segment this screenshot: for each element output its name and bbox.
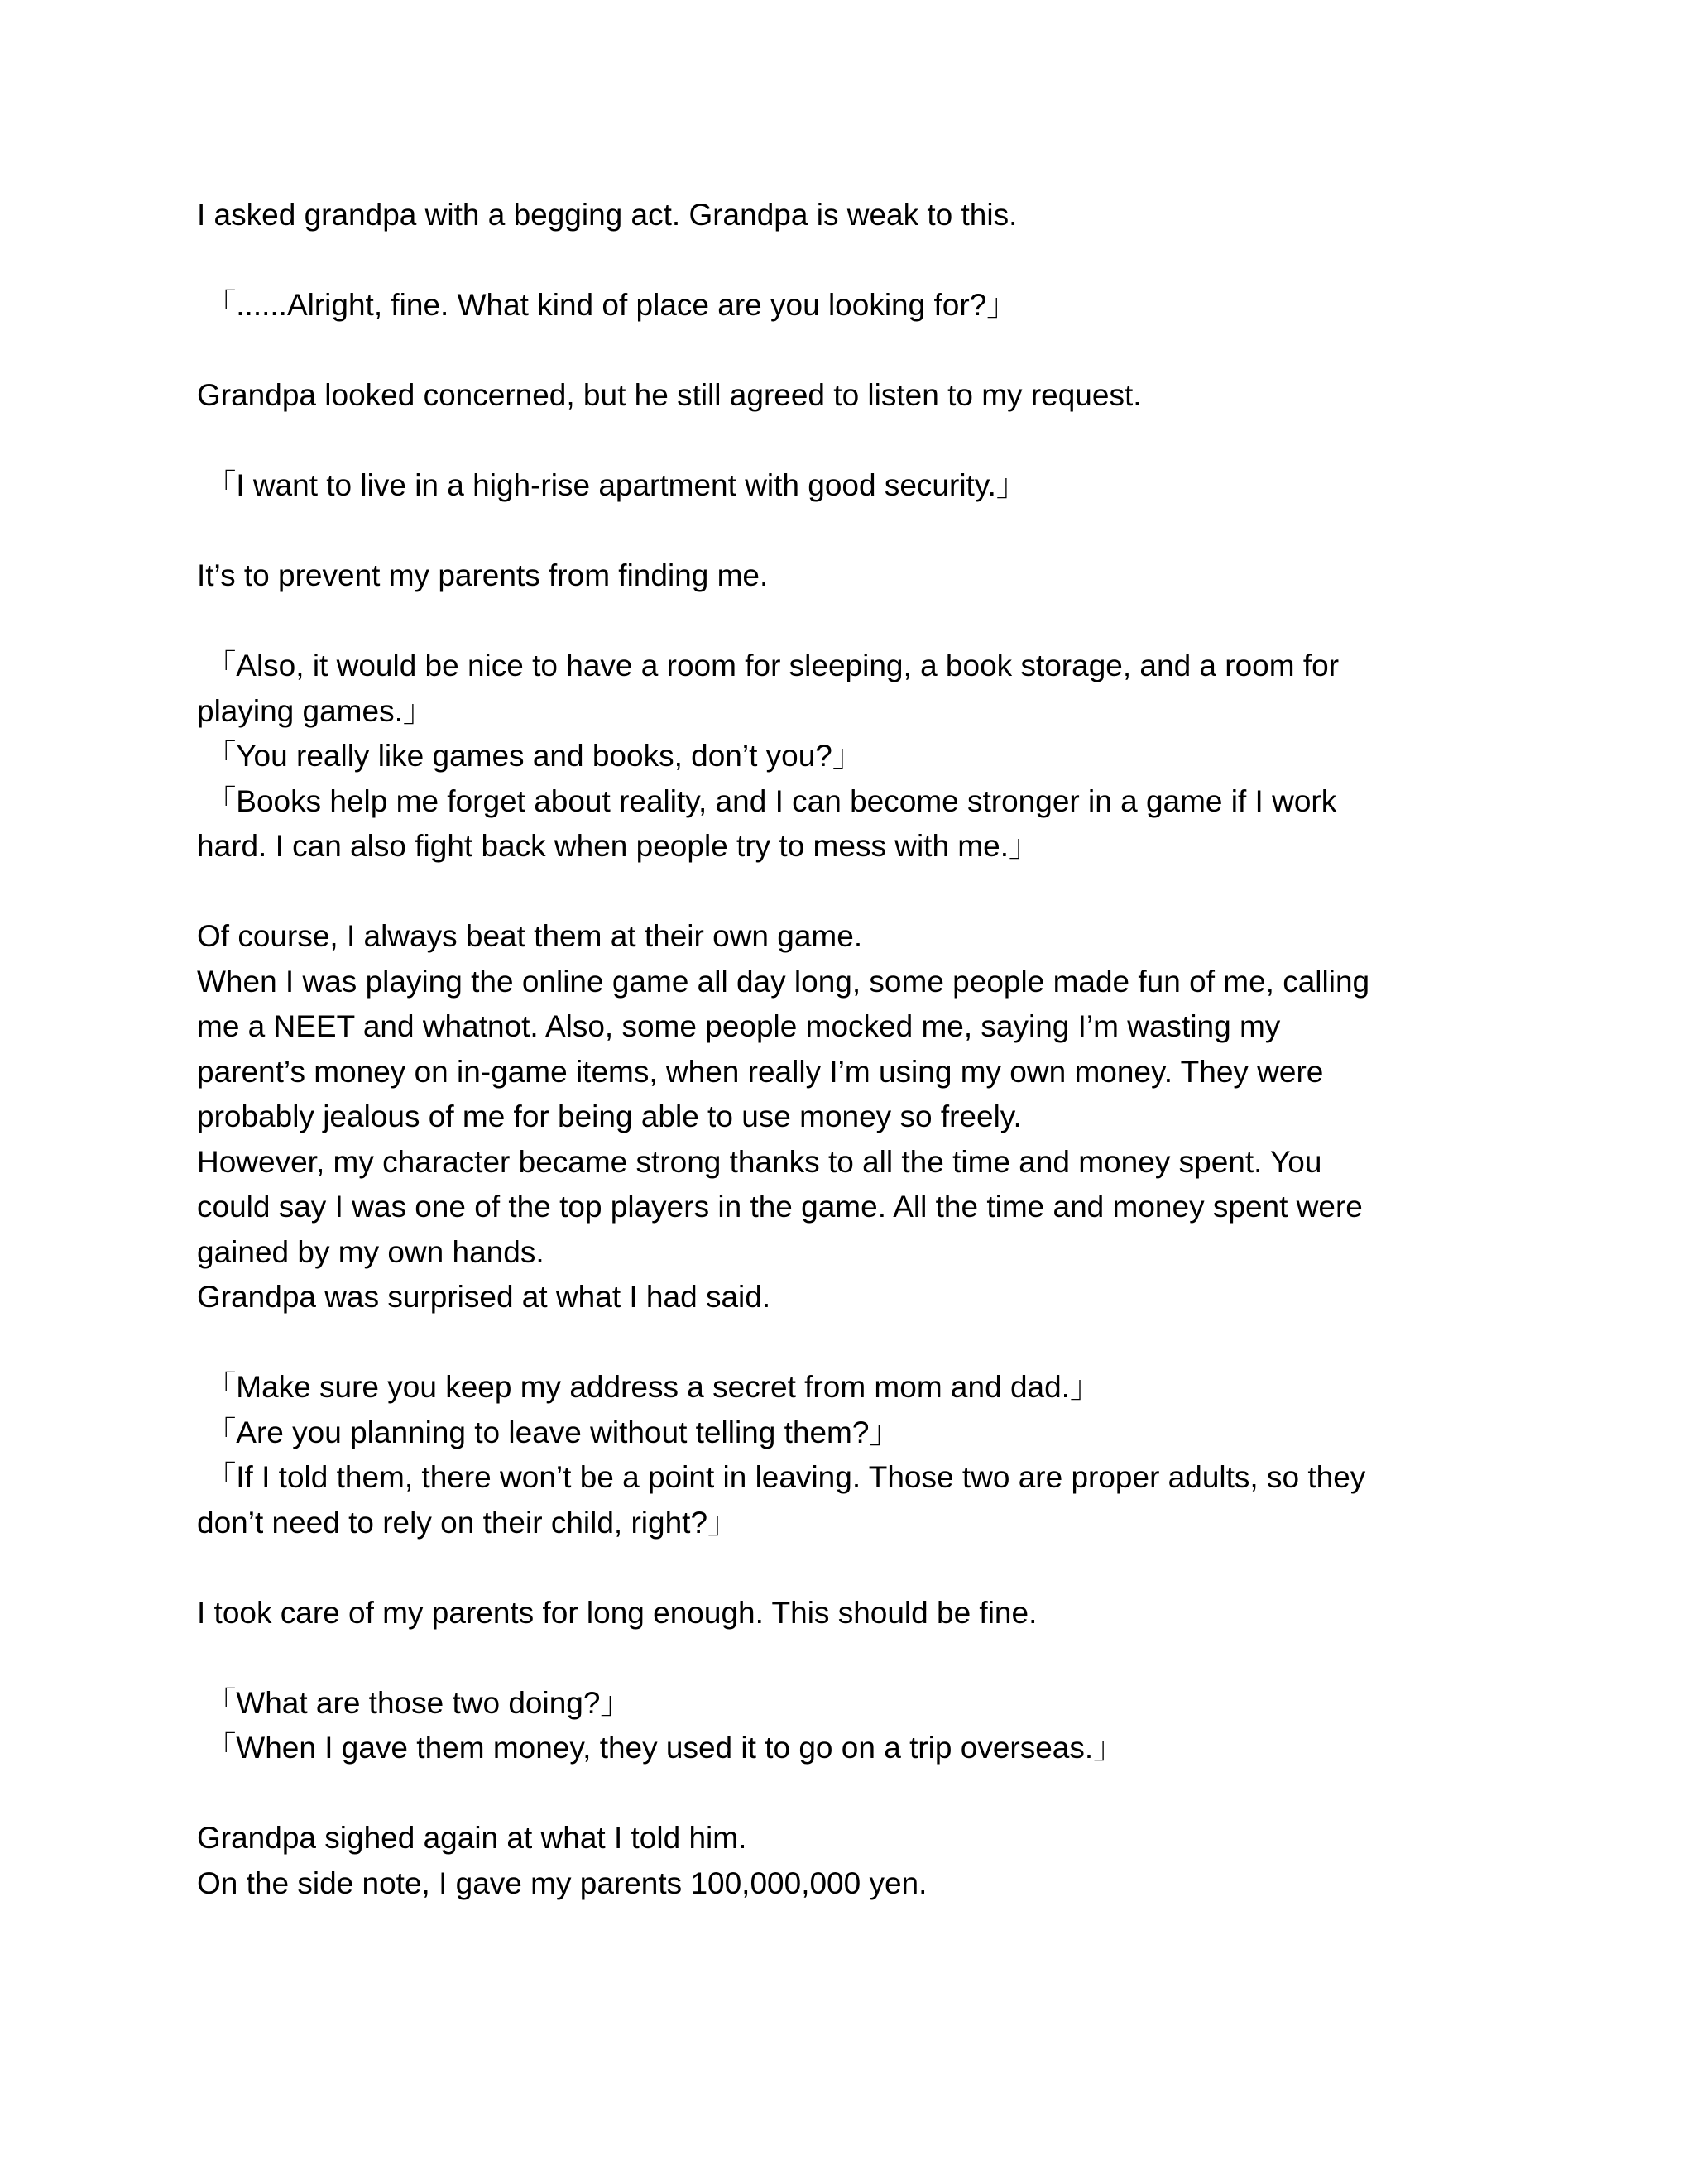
- text-line: probably jealous of me for being able to use money so freely.: [197, 1099, 1022, 1133]
- blank-line: [197, 328, 1504, 374]
- text-line: 「What are those two doing?」: [197, 1685, 631, 1720]
- text-line: hard. I can also fight back when people try to mess with me.」: [197, 829, 1039, 863]
- text-line: could say I was one of the top players in the game. All the time and money spent were: [197, 1190, 1363, 1224]
- blank-line: [197, 1771, 1504, 1817]
- text-line: I took care of my parents for long enough. This should be fine.: [197, 1595, 1038, 1630]
- blank-line: [197, 1545, 1504, 1591]
- blank-line: [197, 599, 1504, 644]
- blank-line: [197, 1636, 1504, 1681]
- text-line: 「Also, it would be nice to have a room for sleeping, a book storage, and a room for: [197, 649, 1340, 682]
- text-line: On the side note, I gave my parents 100,000,000 yen.: [197, 1866, 928, 1900]
- text-line: parent’s money on in-game items, when really I’m using my own money. They were: [197, 1054, 1324, 1089]
- blank-line: [197, 869, 1504, 915]
- text-line: Grandpa sighed again at what I told him.: [197, 1821, 747, 1855]
- text-line: It’s to prevent my parents from finding me.: [197, 558, 769, 592]
- text-line: 「You really like games and books, don’t you?」: [197, 739, 863, 773]
- text-line: 「Make sure you keep my address a secret from mom and dad.」: [197, 1370, 1101, 1404]
- text-line: Of course, I always beat them at their own game.: [197, 919, 863, 953]
- text-line: I asked grandpa with a begging act. Grandpa is weak to this.: [197, 198, 1018, 232]
- text-line: me a NEET and whatnot. Also, some people mocked me, saying I’m wasting my: [197, 1009, 1281, 1043]
- blank-line: [197, 238, 1504, 284]
- text-line: Grandpa looked concerned, but he still agreed to listen to my request.: [197, 378, 1142, 412]
- blank-line: [197, 1320, 1504, 1366]
- text-line: 「Are you planning to leave without telling them?」: [197, 1415, 900, 1449]
- text-line: Grandpa was surprised at what I had said.: [197, 1280, 771, 1314]
- text-line: playing games.」: [197, 693, 434, 728]
- text-line: gained by my own hands.: [197, 1234, 544, 1269]
- document-body: [197, 193, 1504, 1906]
- text-line: 「Books help me forget about reality, and I can become stronger in a game if I work: [197, 783, 1337, 818]
- text-line: 「......Alright, fine. What kind of place are you looking for?」: [197, 288, 1018, 322]
- text-line: 「I want to live in a high-rise apartment with good security.」: [197, 468, 1027, 502]
- text-line: When I was playing the online game all day long, some people made fun of me, calling: [197, 964, 1370, 999]
- blank-line: [197, 509, 1504, 554]
- text-line: 「If I told them, there won’t be a point in leaving. Those two are proper adults, so they: [197, 1460, 1366, 1494]
- text-line: However, my character became strong thanks to all the time and money spent. You: [197, 1144, 1322, 1179]
- blank-line: [197, 419, 1504, 464]
- text-line: don’t need to rely on their child, right?」: [197, 1505, 739, 1540]
- text-line: 「When I gave them money, they used it to go on a trip overseas.」: [197, 1731, 1125, 1765]
